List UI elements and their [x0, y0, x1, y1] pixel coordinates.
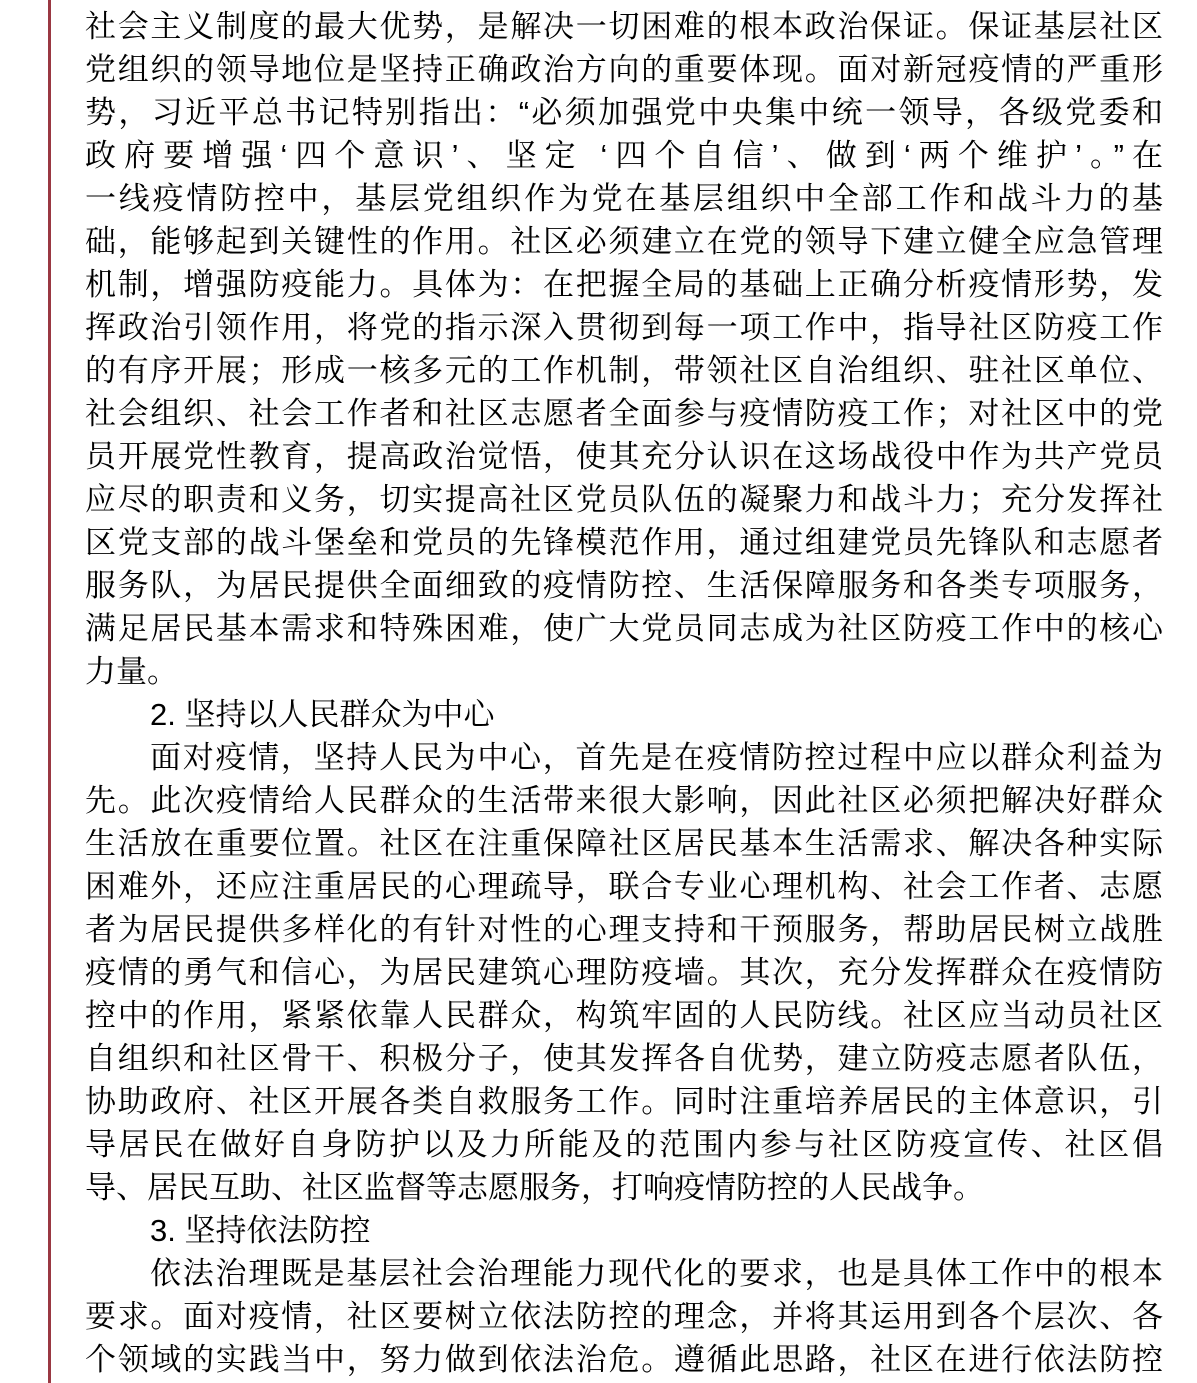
text-line: 势，习近平总书记特别指出：“必须加强党中央集中统一领导，各级党委和: [85, 95, 1163, 130]
text-line: 党组织的领导地位是坚持正确政治方向的重要体现。面对新冠疫情的严重形: [85, 52, 1163, 87]
text-line: 的有序开展；形成一核多元的工作机制，带领社区自治组织、驻社区单位、: [85, 353, 1163, 388]
text-line: 自组织和社区骨干、积极分子，使其发挥各自优势，建立防疫志愿者队伍，: [85, 1041, 1163, 1076]
text-line: 先。此次疫情给人民群众的生活带来很大影响，因此社区必须把解决好群众: [85, 783, 1163, 818]
text-line: 协助政府、社区开展各类自救服务工作。同时注重培养居民的主体意识，引: [85, 1084, 1163, 1119]
text-line: 要求。面对疫情，社区要树立依法防控的理念，并将其运用到各个层次、各: [85, 1299, 1163, 1334]
text-line: 导、居民互助、社区监督等志愿服务，打响疫情防控的人民战争。: [85, 1170, 984, 1205]
document-content: [85, 5, 1163, 1381]
text-line: 控中的作用，紧紧依靠人民群众，构筑牢固的人民防线。社区应当动员社区: [85, 998, 1163, 1033]
text-line: 生活放在重要位置。社区在注重保障社区居民基本生活需求、解决各种实际: [85, 826, 1163, 861]
text-line: 困难外，还应注重居民的心理疏导，联合专业心理机构、社会工作者、志愿: [85, 869, 1163, 904]
left-margin-change-bar: [48, 0, 51, 1383]
text-line: 机制，增强防疫能力。具体为：在把握全局的基础上正确分析疫情形势，发: [85, 267, 1163, 302]
section-heading: 3. 坚持依法防控: [150, 1213, 371, 1248]
text-line: 社会主义制度的最大优势，是解决一切困难的根本政治保证。保证基层社区: [85, 9, 1163, 44]
section-heading: 2. 坚持以人民群众为中心: [150, 697, 495, 732]
text-line: 员开展党性教育，提高政治觉悟，使其充分认识在这场战役中作为共产党员: [85, 439, 1163, 474]
text-line: 挥政治引领作用，将党的指示深入贯彻到每一项工作中，指导社区防疫工作: [85, 310, 1163, 345]
text-line: 一线疫情防控中，基层党组织作为党在基层组织中全部工作和战斗力的基: [85, 181, 1163, 216]
text-line: 应尽的职责和义务，切实提高社区党员队伍的凝聚力和战斗力；充分发挥社: [85, 482, 1163, 517]
text-line: 区党支部的战斗堡垒和党员的先锋模范作用，通过组建党员先锋队和志愿者: [85, 525, 1163, 560]
text-line: 依法治理既是基层社会治理能力现代化的要求，也是具体工作中的根本: [150, 1256, 1163, 1291]
text-line: 政府要增强‘四个意识’、坚定 ‘四个自信’、做到‘两个维护’。”在: [85, 138, 1163, 173]
text-line: 个领域的实践当中，努力做到依法治危。遵循此思路，社区在进行依法防控: [85, 1342, 1163, 1377]
text-line: 者为居民提供多样化的有针对性的心理支持和干预服务，帮助居民树立战胜: [85, 912, 1163, 947]
text-line: 社会组织、社会工作者和社区志愿者全面参与疫情防疫工作；对社区中的党: [85, 396, 1163, 431]
text-line: 服务队，为居民提供全面细致的疫情防控、生活保障服务和各类专项服务，: [85, 568, 1163, 603]
text-line: 疫情的勇气和信心，为居民建筑心理防疫墙。其次，充分发挥群众在疫情防: [85, 955, 1163, 990]
text-line: 力量。: [85, 654, 178, 689]
text-line: 础，能够起到关键性的作用。社区必须建立在党的领导下建立健全应急管理: [85, 224, 1163, 259]
text-line: 满足居民基本需求和特殊困难，使广大党员同志成为社区防疫工作中的核心: [85, 611, 1163, 646]
text-line: 导居民在做好自身防护以及力所能及的范围内参与社区防疫宣传、社区倡: [85, 1127, 1163, 1162]
text-line: 面对疫情，坚持人民为中心，首先是在疫情防控过程中应以群众利益为: [150, 740, 1163, 775]
